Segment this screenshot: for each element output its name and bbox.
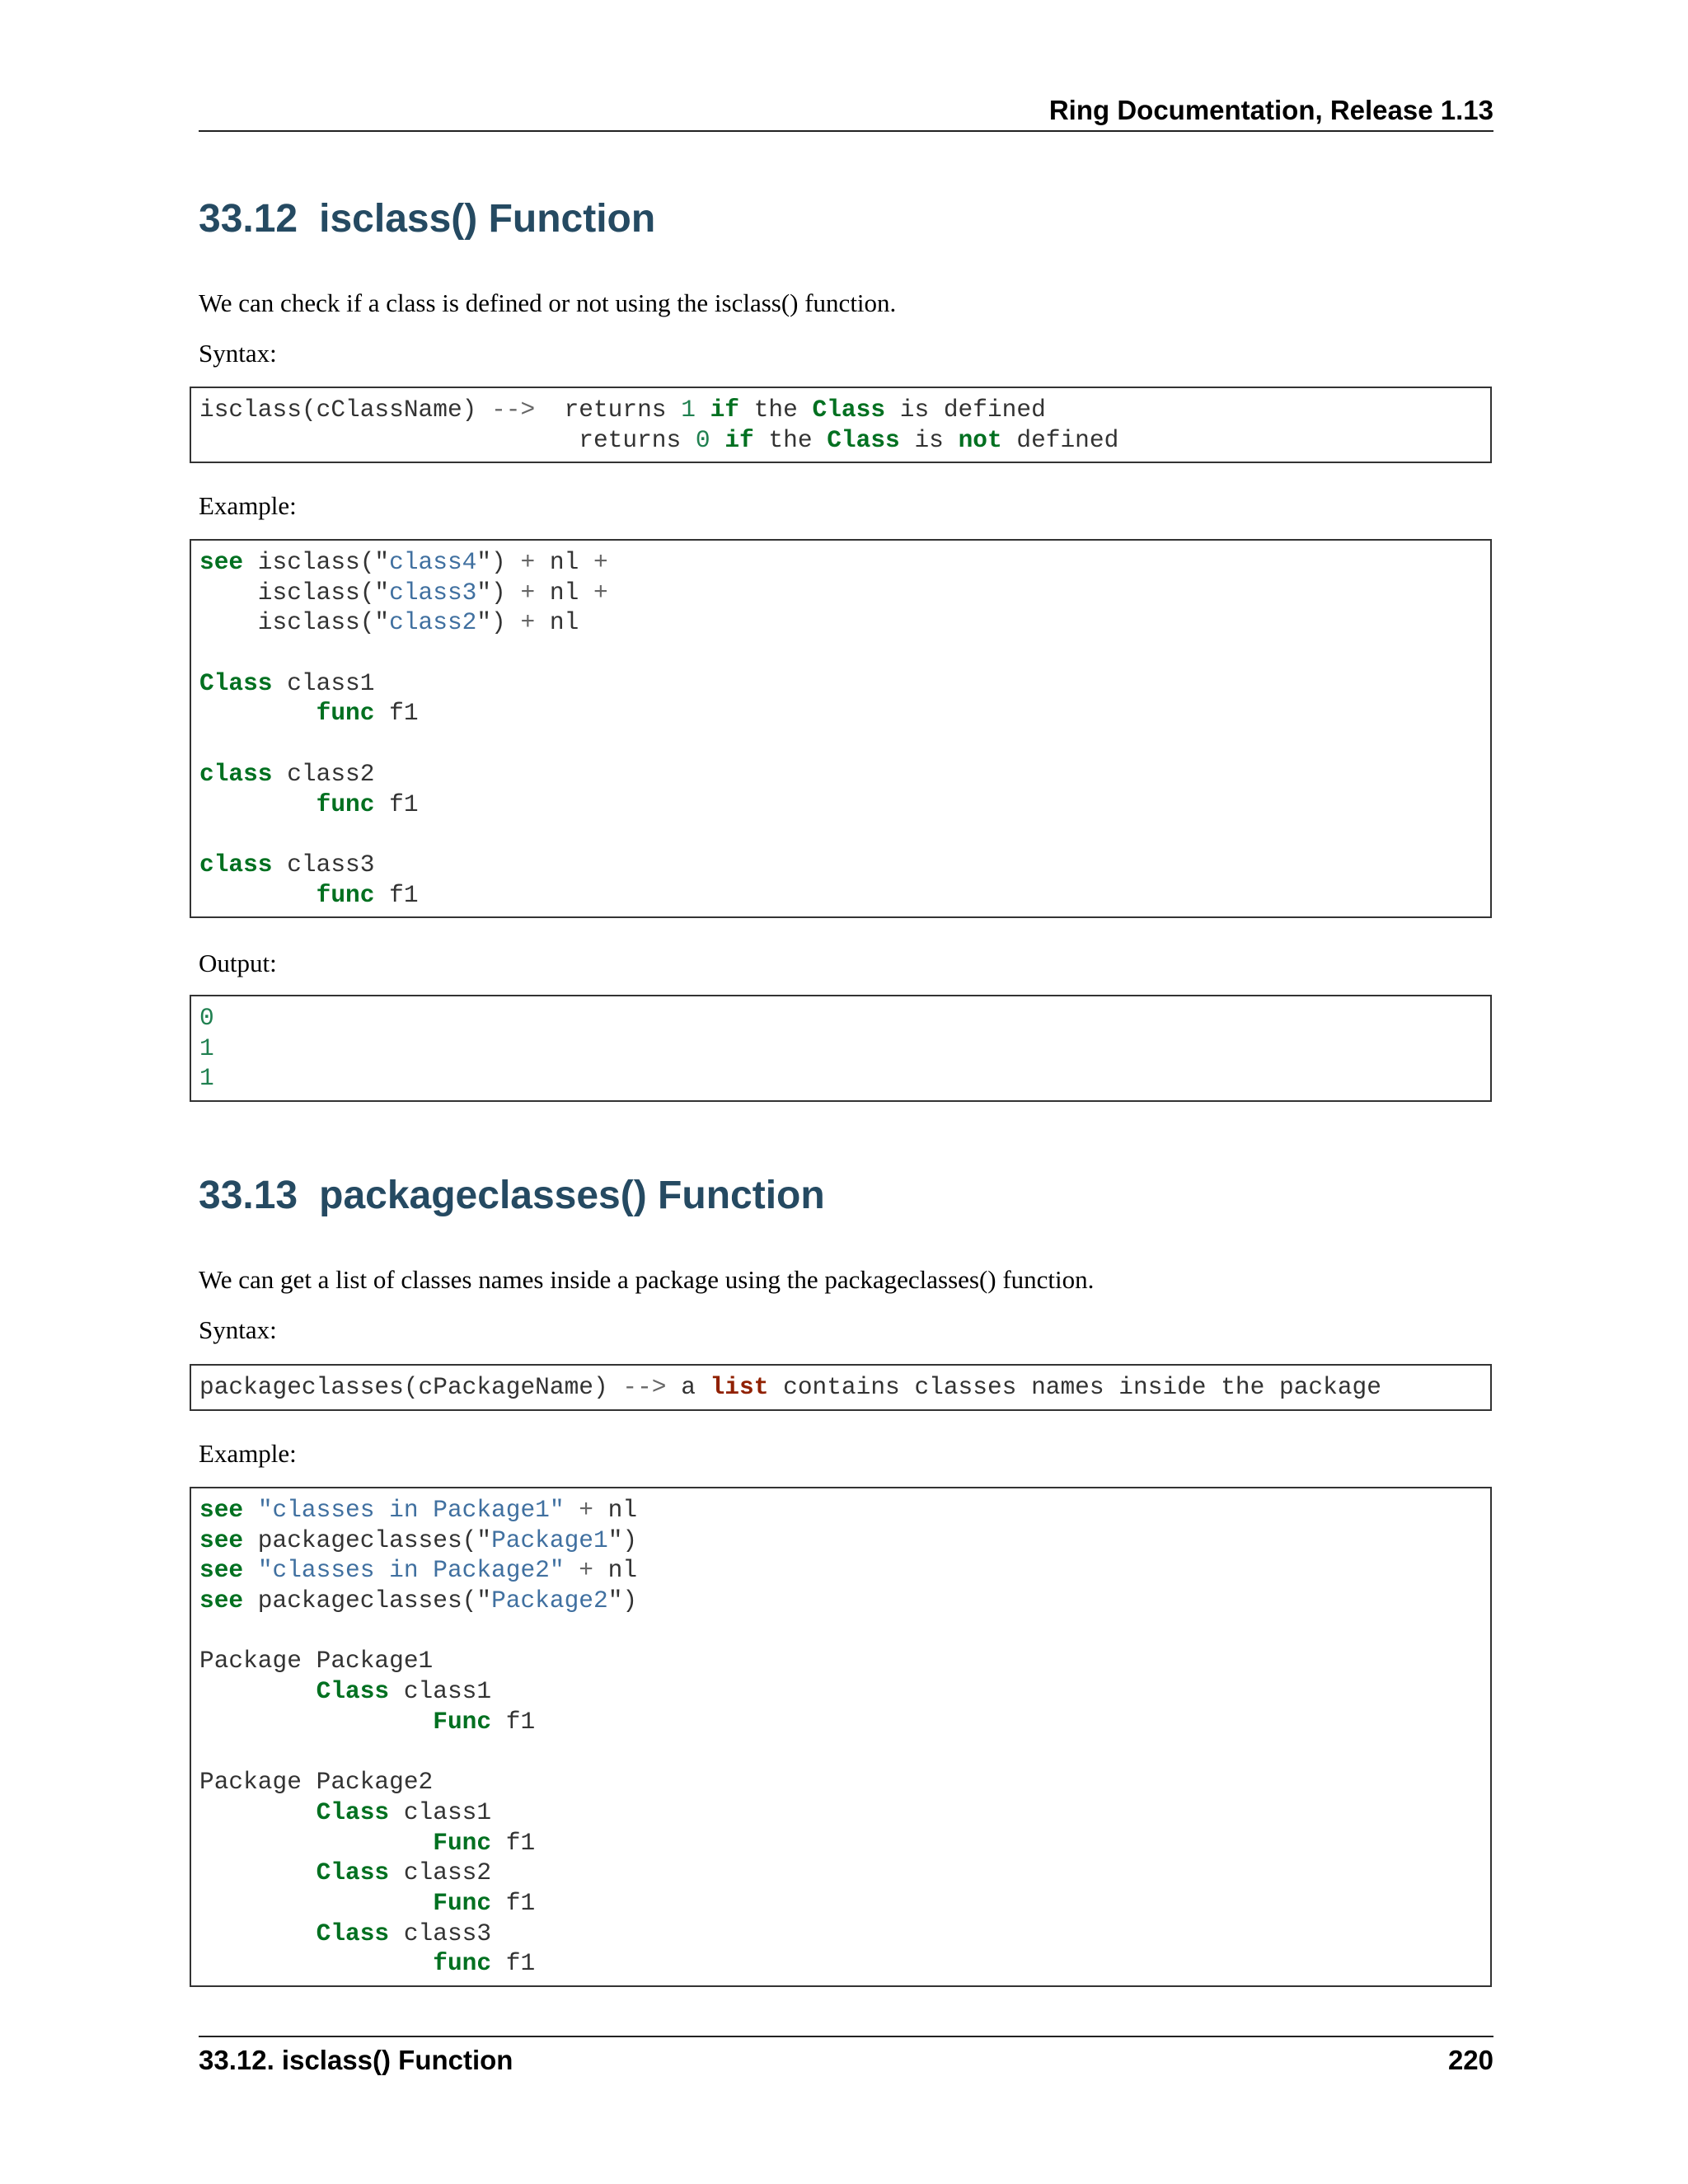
packageclasses-intro: We can get a list of classes names inside a package using the packageclasses() function. bbox=[199, 1265, 1095, 1294]
code-token: see bbox=[199, 1556, 244, 1585]
code-token: "classes in Package2" bbox=[257, 1556, 565, 1585]
section-heading-isclass bbox=[199, 194, 655, 244]
code-line bbox=[199, 698, 1482, 729]
page-number: 220 bbox=[1447, 2045, 1493, 2075]
code-token: the bbox=[753, 425, 828, 454]
footer-section: 33.12. isclass() Function bbox=[199, 2045, 513, 2075]
section-title: isclass() Function bbox=[319, 197, 656, 241]
code-token bbox=[199, 1677, 316, 1705]
code-token: class bbox=[199, 759, 273, 788]
code-line bbox=[199, 1616, 1482, 1647]
code-line bbox=[199, 850, 1482, 880]
code-token: 0 bbox=[695, 425, 710, 454]
code-line bbox=[199, 1948, 1482, 1979]
code-token: + bbox=[520, 578, 536, 607]
code-line bbox=[199, 1707, 1482, 1737]
code-line bbox=[199, 1919, 1482, 1949]
code-token: class4 bbox=[389, 548, 477, 576]
code-line bbox=[199, 1737, 1482, 1768]
code-token bbox=[565, 1496, 579, 1524]
code-line bbox=[199, 1495, 1482, 1526]
code-token: 1 bbox=[199, 1064, 214, 1093]
code-token: Class bbox=[827, 425, 900, 454]
code-token: "classes in Package1" bbox=[257, 1496, 565, 1524]
code-token: see bbox=[199, 1586, 244, 1615]
code-token: Func bbox=[433, 1707, 492, 1736]
code-token bbox=[199, 1949, 433, 1977]
code-token: class1 bbox=[389, 1677, 492, 1706]
code-token: + bbox=[579, 1556, 593, 1585]
code-token: Func bbox=[433, 1828, 492, 1857]
section-title: packageclasses() Function bbox=[319, 1174, 825, 1217]
code-token: see bbox=[199, 1496, 244, 1524]
code-token: see bbox=[199, 548, 244, 576]
code-token: returns bbox=[535, 396, 682, 424]
code-token bbox=[199, 1798, 316, 1826]
code-token bbox=[710, 426, 725, 454]
code-line bbox=[199, 880, 1482, 911]
code-token: 1 bbox=[681, 396, 696, 424]
code-token bbox=[199, 1708, 433, 1736]
code-token: the bbox=[739, 396, 813, 424]
code-line bbox=[199, 1372, 1482, 1403]
code-token: f1 bbox=[491, 1707, 536, 1736]
code-token: func bbox=[433, 1949, 492, 1978]
code-token: Package Package2 bbox=[199, 1768, 434, 1797]
code-token: is bbox=[899, 425, 959, 454]
code-line bbox=[199, 1526, 1482, 1556]
isclass-syntax-code[interactable] bbox=[190, 387, 1492, 463]
code-token: ") bbox=[607, 1586, 638, 1615]
code-token: class1 bbox=[389, 1797, 492, 1826]
code-line bbox=[199, 395, 1482, 425]
code-token: f1 bbox=[491, 1888, 536, 1917]
code-token: see bbox=[199, 1526, 244, 1554]
code-token: + bbox=[579, 1496, 593, 1524]
code-token: isclass(" bbox=[199, 608, 390, 637]
code-line bbox=[199, 1646, 1482, 1676]
code-token bbox=[199, 790, 316, 818]
code-token bbox=[696, 396, 710, 424]
code-token bbox=[243, 1556, 258, 1584]
code-token: f1 bbox=[491, 1949, 536, 1978]
code-token: isclass(cClassName) bbox=[199, 396, 492, 424]
code-token: nl bbox=[535, 578, 593, 607]
code-token: class3 bbox=[272, 850, 375, 879]
code-token: returns bbox=[199, 425, 696, 454]
code-token: + bbox=[593, 548, 608, 576]
code-token: packageclasses(" bbox=[243, 1586, 492, 1615]
code-token: 1 bbox=[199, 1033, 214, 1062]
code-token: class3 bbox=[389, 578, 477, 607]
code-token: if bbox=[710, 396, 740, 424]
code-token: + bbox=[520, 608, 536, 637]
isclass-output-label: Output: bbox=[199, 949, 277, 977]
code-token: 0 bbox=[199, 1004, 214, 1032]
code-token bbox=[565, 1556, 579, 1584]
code-token bbox=[199, 699, 316, 727]
footer-rule bbox=[199, 2036, 1493, 2037]
code-token bbox=[199, 1919, 316, 1947]
isclass-example-label: Example: bbox=[199, 491, 297, 520]
packageclasses-syntax-code[interactable] bbox=[190, 1364, 1492, 1411]
code-line bbox=[199, 1797, 1482, 1828]
code-token: defined bbox=[1001, 425, 1119, 454]
code-token bbox=[199, 1889, 433, 1917]
code-token: Class bbox=[316, 1797, 390, 1826]
code-line bbox=[199, 1767, 1482, 1797]
code-line bbox=[199, 547, 1482, 578]
code-token: isclass(" bbox=[199, 578, 390, 607]
code-token: nl bbox=[535, 548, 593, 576]
code-token: f1 bbox=[374, 699, 419, 728]
code-token: Class bbox=[316, 1677, 390, 1706]
code-line bbox=[199, 1888, 1482, 1919]
code-token: ") bbox=[476, 548, 521, 576]
code-token: a bbox=[666, 1373, 710, 1401]
code-line bbox=[199, 790, 1482, 820]
code-token: class bbox=[199, 850, 273, 879]
code-line bbox=[199, 1033, 1482, 1064]
code-token: nl bbox=[593, 1496, 638, 1524]
code-line bbox=[199, 668, 1482, 699]
code-line bbox=[199, 1555, 1482, 1586]
code-line bbox=[199, 638, 1482, 668]
running-header: Ring Documentation, Release 1.13 bbox=[1048, 95, 1493, 125]
code-token: func bbox=[316, 790, 375, 818]
code-token: Func bbox=[433, 1888, 492, 1917]
code-line bbox=[199, 759, 1482, 790]
packageclasses-example-label: Example: bbox=[199, 1439, 297, 1468]
code-line bbox=[199, 1586, 1482, 1616]
code-token: class3 bbox=[389, 1919, 492, 1947]
code-token: Class bbox=[316, 1858, 390, 1887]
code-line bbox=[199, 1676, 1482, 1707]
isclass-syntax-label: Syntax: bbox=[199, 339, 277, 368]
code-token: ") bbox=[476, 578, 521, 607]
code-token: f1 bbox=[491, 1828, 536, 1857]
code-line bbox=[199, 1003, 1482, 1033]
code-line bbox=[199, 1858, 1482, 1888]
section-number: 33.13 bbox=[199, 1174, 298, 1217]
code-token: isclass(" bbox=[243, 548, 390, 576]
code-token: + bbox=[520, 548, 536, 576]
code-token: class2 bbox=[272, 759, 375, 788]
code-token: class2 bbox=[389, 608, 477, 637]
code-token: class2 bbox=[389, 1858, 492, 1887]
code-token: Package1 bbox=[491, 1526, 608, 1554]
section-heading-packageclasses bbox=[199, 1171, 825, 1221]
code-token: --> bbox=[622, 1373, 667, 1401]
code-line bbox=[199, 1063, 1482, 1094]
code-token bbox=[243, 1496, 258, 1524]
code-token: packageclasses(" bbox=[243, 1526, 492, 1554]
code-token: is defined bbox=[885, 396, 1046, 424]
code-line bbox=[199, 1828, 1482, 1858]
packageclasses-example-code[interactable] bbox=[190, 1487, 1492, 1987]
code-token bbox=[199, 1858, 316, 1886]
isclass-output-code[interactable] bbox=[190, 995, 1492, 1102]
code-line bbox=[199, 819, 1482, 850]
code-token: ") bbox=[476, 608, 521, 637]
code-token: contains classes names inside the package bbox=[768, 1373, 1381, 1401]
header-rule bbox=[199, 130, 1493, 132]
code-token: Class bbox=[812, 396, 886, 424]
code-token: Class bbox=[316, 1919, 390, 1947]
code-token: f1 bbox=[374, 880, 419, 909]
code-token: if bbox=[724, 425, 754, 454]
code-token bbox=[199, 1829, 433, 1857]
isclass-example-code[interactable] bbox=[190, 539, 1492, 918]
code-token: func bbox=[316, 880, 375, 909]
section-number: 33.12 bbox=[199, 197, 298, 241]
packageclasses-syntax-label: Syntax: bbox=[199, 1315, 277, 1344]
code-line bbox=[199, 729, 1482, 759]
isclass-intro: We can check if a class is defined or not using the isclass() function. bbox=[199, 288, 897, 317]
code-token: Package2 bbox=[491, 1586, 608, 1615]
code-token: nl bbox=[593, 1556, 638, 1585]
code-token: Class bbox=[199, 668, 273, 697]
code-token: packageclasses(cPackageName) bbox=[199, 1373, 623, 1401]
code-token: nl bbox=[535, 608, 579, 637]
code-line bbox=[199, 425, 1482, 456]
code-token: func bbox=[316, 699, 375, 728]
code-token: --> bbox=[491, 396, 536, 424]
code-token: not bbox=[958, 425, 1002, 454]
code-token: f1 bbox=[374, 790, 419, 818]
code-token: ") bbox=[607, 1526, 638, 1554]
code-token: + bbox=[593, 578, 608, 607]
code-line bbox=[199, 607, 1482, 638]
code-token bbox=[199, 881, 316, 909]
code-token: class1 bbox=[272, 668, 375, 697]
code-line bbox=[199, 578, 1482, 608]
code-token: Package Package1 bbox=[199, 1647, 434, 1675]
code-token: list bbox=[710, 1373, 769, 1401]
